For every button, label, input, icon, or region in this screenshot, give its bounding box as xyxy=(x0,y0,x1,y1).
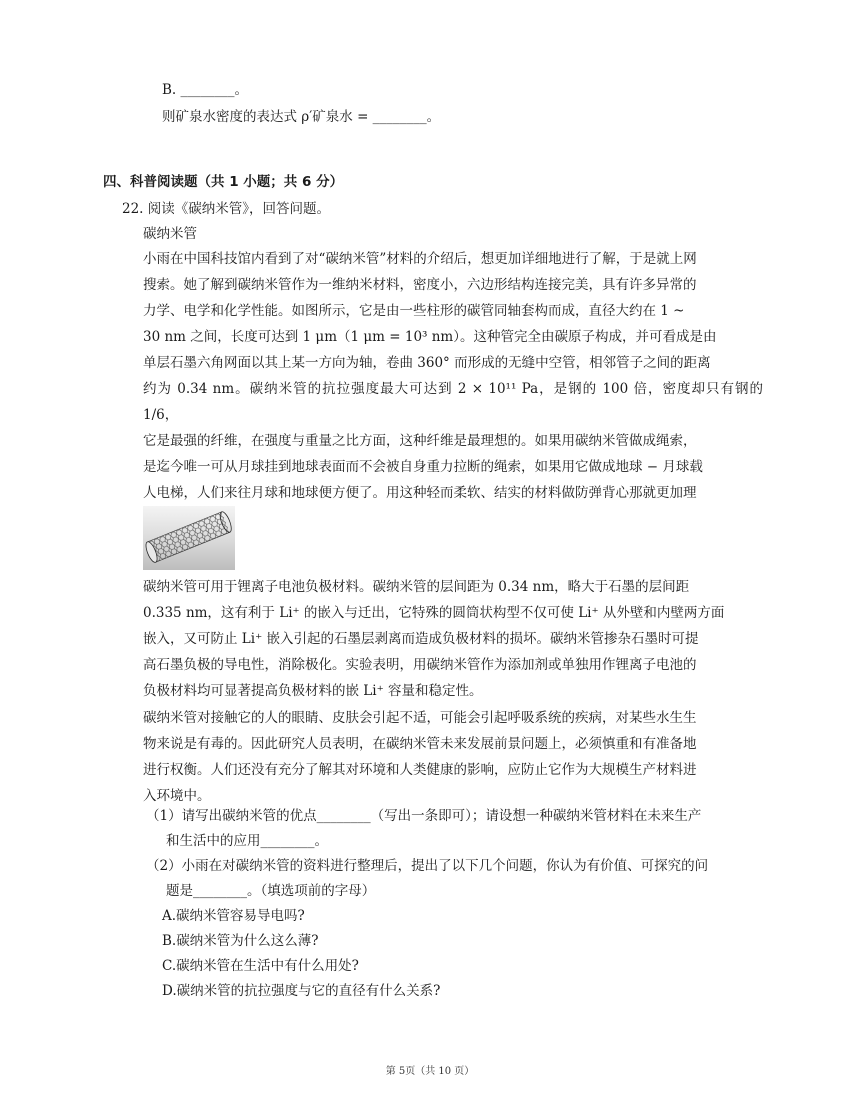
question-1-line-2: 和生活中的应用________。 xyxy=(166,833,328,849)
article-paragraph-2 xyxy=(143,574,763,704)
section-title: 四、科普阅读题（共 1 小题；共 6 分） xyxy=(103,174,344,190)
paragraph-line: 约为 0.34 nm。碳纳米管的抗拉强度最大可达到 2 × 10¹¹ Pa，是钢的 100 倍，密度却只有钢的 1/6， xyxy=(143,381,763,423)
paragraph-line xyxy=(143,506,763,532)
article-paragraph-1 xyxy=(143,246,763,532)
paragraph-line: 嵌入，又可防止 Li⁺ 嵌入引起的石墨层剥离而造成负极材料的损坏。碳纳米管掺杂石墨时可提 xyxy=(143,631,699,647)
question-2-line-2: 题是________。（填选项前的字母） xyxy=(166,883,376,899)
option-d: D.碳纳米管的抗拉强度与它的直径有什么关系? xyxy=(162,983,441,999)
page-footer: 第 5页（共 10 页） xyxy=(385,1066,475,1077)
paragraph-line: 搜索。她了解到碳纳米管作为一维纳米材料，密度小，六边形结构连接完美，具有许多异常的 xyxy=(143,277,697,293)
paragraph-line: 碳纳米管可用于锂离子电池负极材料。碳纳米管的层间距为 0.34 nm，略大于石墨的层间距 xyxy=(143,579,690,595)
paragraph-line: 力学、电学和化学性能。如图所示，它是由一些柱形的碳管同轴套构而成，直径大约在 1 ~ xyxy=(143,303,685,319)
paragraph-line: 30 nm 之间，长度可达到 1 μm（1 μm = 10³ nm）。这种管完全由碳原子构成，并可看成是由 xyxy=(143,329,717,345)
question-1-line-1: （1）请写出碳纳米管的优点________（写出一条即可）；请设想一种碳纳米管材料在未来生产 xyxy=(146,808,702,824)
paragraph-line: 单层石墨六角网面以其上某一方向为轴，卷曲 360° 而形成的无缝中空管，相邻管子之间的距离 xyxy=(143,355,711,371)
question-intro: 22. 阅读《碳纳米管》，回答问题。 xyxy=(122,201,331,217)
option-c: C.碳纳米管在生活中有什么用处? xyxy=(162,958,359,974)
carbon-nanotube-image xyxy=(143,506,235,570)
answer-line-b: B. ________。 xyxy=(162,82,249,98)
article-paragraph-3 xyxy=(143,705,763,809)
nanotube-illustration xyxy=(143,506,235,570)
density-expression-line: 则矿泉水密度的表达式 ρ′矿泉水 = ________。 xyxy=(162,109,441,125)
paragraph-line: 人电梯，人们来往月球和地球便方便了。用这种轻而柔软、结实的材料做防弹背心那就更加理 xyxy=(143,485,697,501)
paragraph-line: 进行权衡。人们还没有充分了解其对环境和人类健康的影响，应防止它作为大规模生产材料进 xyxy=(143,762,697,778)
paragraph-line: 物来说是有毒的。因此研究人员表明，在碳纳米管未来发展前景问题上，必须慎重和有准备地 xyxy=(143,736,697,752)
paragraph-line: 小雨在中国科技馆内看到了对“碳纳米管”材料的介绍后，想更加详细地进行了解，于是就上网 xyxy=(143,251,697,267)
question-2-line-1: （2）小雨在对碳纳米管的资料进行整理后，提出了以下几个问题，你认为有价值、可探究的问 xyxy=(146,858,709,874)
paragraph-line: 0.335 nm，这有利于 Li⁺ 的嵌入与迁出，它特殊的圆筒状构型不仅可使 Li⁺ 从外壁和内壁两方面 xyxy=(143,605,725,621)
paragraph-line: 是迄今唯一可从月球挂到地球表面而不会被自身重力拉断的绳索，如果用它做成地球 − 月球载 xyxy=(143,459,703,475)
paragraph-line: 高石墨负极的导电性，消除极化。实验表明，用碳纳米管作为添加剂或单独用作锂离子电池的 xyxy=(143,657,697,673)
paragraph-line: 入环境中。 xyxy=(143,788,211,804)
article-title: 碳纳米管 xyxy=(143,226,197,242)
option-a: A.碳纳米管容易导电吗? xyxy=(162,908,305,924)
paragraph-line: 碳纳米管对接触它的人的眼睛、皮肤会引起不适，可能会引起呼吸系统的疾病，对某些水生生 xyxy=(143,710,697,726)
paragraph-line: 它是最强的纤维，在强度与重量之比方面，这种纤维是最理想的。如果用碳纳米管做成绳索， xyxy=(143,433,697,449)
option-b: B.碳纳米管为什么这么薄? xyxy=(162,933,319,949)
paragraph-line: 负极材料均可显著提高负极材料的嵌 Li⁺ 容量和稳定性。 xyxy=(143,683,483,699)
